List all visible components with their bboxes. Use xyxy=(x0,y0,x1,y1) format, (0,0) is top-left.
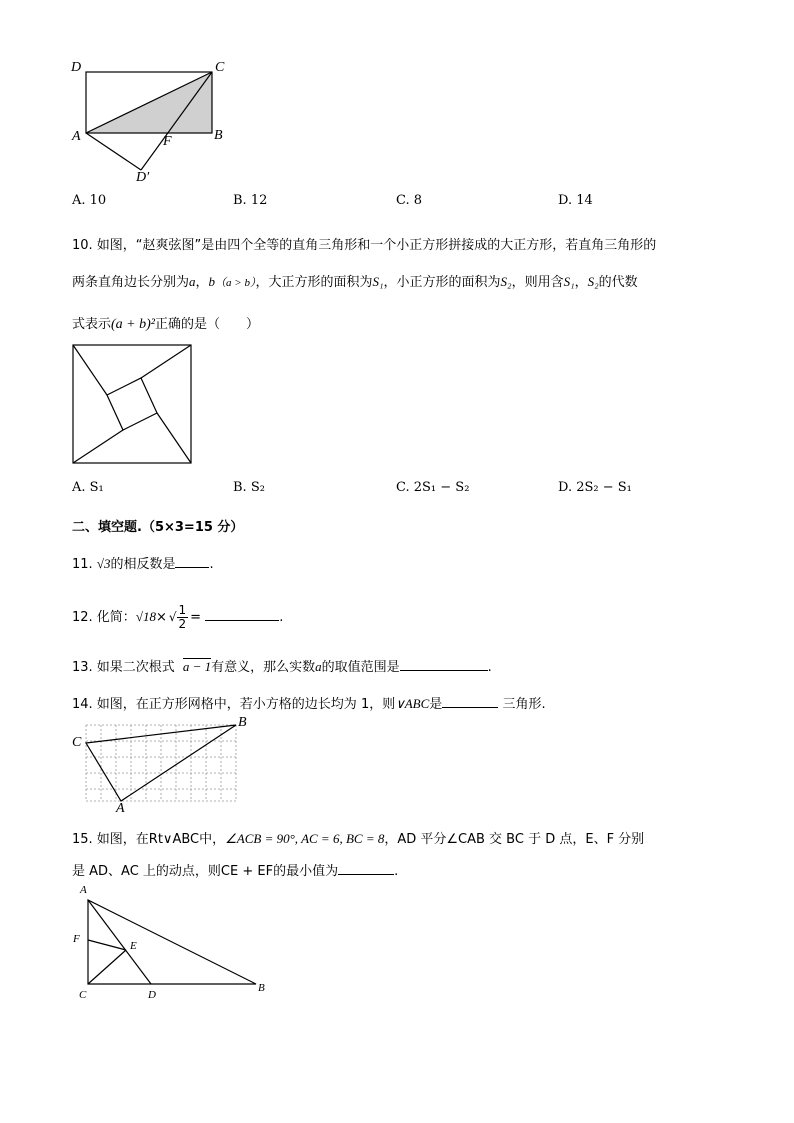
section2-title: 二、填空题.（5×3=15 分） xyxy=(72,520,244,535)
q14-answer-blank xyxy=(442,695,498,708)
q10-line2: 两条直角边长分别为a，b（a > b），大正方形的面积为S₁，小正方形的面积为S₂，则用含S₁，S₂的代数 xyxy=(72,274,638,290)
fig9-label-dprime: D′ xyxy=(136,170,150,185)
fig15-label-b: B xyxy=(258,982,265,994)
q12-fraction: √ $\frac{1}{2}$ xyxy=(168,603,187,631)
q12-answer-blank xyxy=(205,608,279,621)
fig9-label-a: A xyxy=(72,129,81,144)
fig15-label-a: A xyxy=(80,884,87,896)
fig15-label-f: F xyxy=(73,933,80,945)
q10-option-b: B. S₂ xyxy=(233,480,265,495)
q9-option-b: B. 12 xyxy=(233,193,268,208)
fig14-label-b: B xyxy=(238,715,247,730)
fig14-label-a: A xyxy=(116,801,125,816)
fig9-segment-ad xyxy=(86,133,141,170)
q9-option-c: C. 8 xyxy=(396,193,423,208)
fig9-label-d: D xyxy=(71,60,82,75)
q13-text: 13. 如果二次根式 a − 1有意义，那么实数a的取值范围是 . xyxy=(72,659,492,675)
q10-option-c: C. 2S₁ − S₂ xyxy=(396,480,470,495)
q9-option-a: A. 10 xyxy=(72,193,107,208)
fig15-diagram xyxy=(88,900,256,984)
q11-answer-blank xyxy=(175,555,209,568)
q10-option-d: D. 2S₂ − S₁ xyxy=(558,480,632,495)
q13-answer-blank xyxy=(400,658,488,671)
q15-line2: 是 AD、AC 上的动点，则CE + EF的最小值为 . xyxy=(72,864,399,879)
q14-text: 14. 如图，在正方形网格中，若小方格的边长均为 1，则∨ABC是 三角形. xyxy=(72,696,546,712)
fig14-label-c: C xyxy=(72,735,82,750)
fig15-label-c: C xyxy=(79,989,87,1001)
fig15-label-e: E xyxy=(130,940,137,952)
q12-text: 12. 化简：√18× √ $\frac{1}{2}$ = . xyxy=(72,603,284,631)
q11-text: 11. √3的相反数是 . xyxy=(72,556,214,572)
fig9-label-b: B xyxy=(214,128,223,143)
q15-answer-blank xyxy=(338,862,394,875)
fig15-label-d: D xyxy=(148,989,156,1001)
fig14-grid xyxy=(86,725,236,801)
q10-line3: 式表示(a + b)²正确的是（ ） xyxy=(72,317,259,332)
fig10-diagram xyxy=(73,345,191,463)
fig9-label-f: F xyxy=(163,134,172,149)
q15-line1: 15. 如图，在Rt∨ABC中，∠ACB = 90°, AC = 6, BC = 8，AD 平分∠CAB 交 BC 于 D 点，E、F 分别 xyxy=(72,831,645,847)
q10-line1: 10. 如图，“赵爽弦图”是由四个全等的直角三角形和一个小正方形拼接成的大正方形，若直角三角形的 xyxy=(72,238,657,253)
fig9-label-c: C xyxy=(215,60,225,75)
q10-option-a: A. S₁ xyxy=(72,480,104,495)
q9-option-d: D. 14 xyxy=(558,193,593,208)
